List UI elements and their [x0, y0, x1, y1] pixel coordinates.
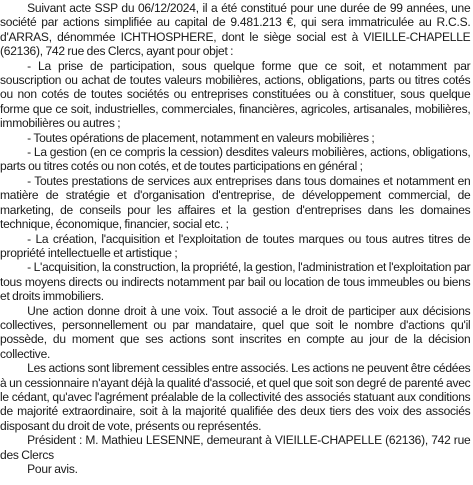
closing-line: Pour avis. [27, 462, 78, 476]
transfer-paragraph: Les actions sont librement cessibles entre associés. Les actions ne peuvent être cédées à un cessionnaire n'ayant déjà la qualité d'associé, et quel que soit son degré de parenté avec le cédant, qu'avec l'agrément préalable de la collectivité des associés statuant aux conditions de majorité extraordinaire, soit à la majorité qualifiée des deux tiers des voix des associés disposant du droit de vote, présents ou représentés. [0, 361, 471, 433]
object-item-6: - L'acquisition, la construction, la propriété, la gestion, l'administration et l'exploitation par tous moyens directs ou indirects notamment par bail ou location de tous immeubles ou biens et droits immobiliers. [0, 260, 471, 304]
object-item-5: - La création, l'acquisition et l'exploitation de toutes marques ou tous autres titres de propriété intellectuelle et artistique ; [0, 231, 471, 260]
object-item-1: - La prise de participation, sous quelque forme que ce soit, et notamment par souscription ou achat de toutes valeurs mobilières, actions, obligations, parts ou titres cotés ou non cotés de toutes sociétés ou entreprises constituées ou à constituer, sous quelque forme que ce soit, industrielles, commerciales, financières, agricoles, artisanales, mobilières, immobilières ou autres ; [0, 58, 471, 131]
voting-paragraph: Une action donne droit à une voix. Tout associé a le droit de participer aux décisions collectives, personnellement ou par mandataire, quel que soit le nombre d'actions qu'il possède, du moment que ses actions sont inscrites en compte au jour de la décision collective. [0, 303, 471, 361]
object-item-4: - Toutes prestations de services aux entreprises dans tous domaines et notamment en matière de stratégie et d'organisation d'entreprise, de développement commercial, de marketing, de conseils pour les affaires et la gestion d'entreprises dans les domaines technique, économique, financier, social etc. ; [0, 173, 471, 232]
object-item-3: - La gestion (en ce compris la cession) desdites valeurs mobilières, actions, obligations, parts ou titres cotés ou non cotés, et de toutes participations en général ; [0, 145, 471, 174]
object-item-2: - Toutes opérations de placement, notamment en valeurs mobilières ; [27, 130, 375, 145]
president-paragraph: Président : M. Mathieu LESENNE, demeurant à VIEILLE-CHAPELLE (62136), 742 rue des Clercs [0, 433, 471, 462]
intro-paragraph: Suivant acte SSP du 06/12/2024, il a été constitué pour une durée de 99 années, une société par actions simplifiée au capital de 9.481.213 €, qui sera immatriculée au R.C.S. d'ARRAS, dénommée ICHTHOSPHERE, dont le siège social est à VIEILLE-CHAPELLE (62136), 742 rue des Clercs, ayant pour objet : [0, 1, 471, 59]
